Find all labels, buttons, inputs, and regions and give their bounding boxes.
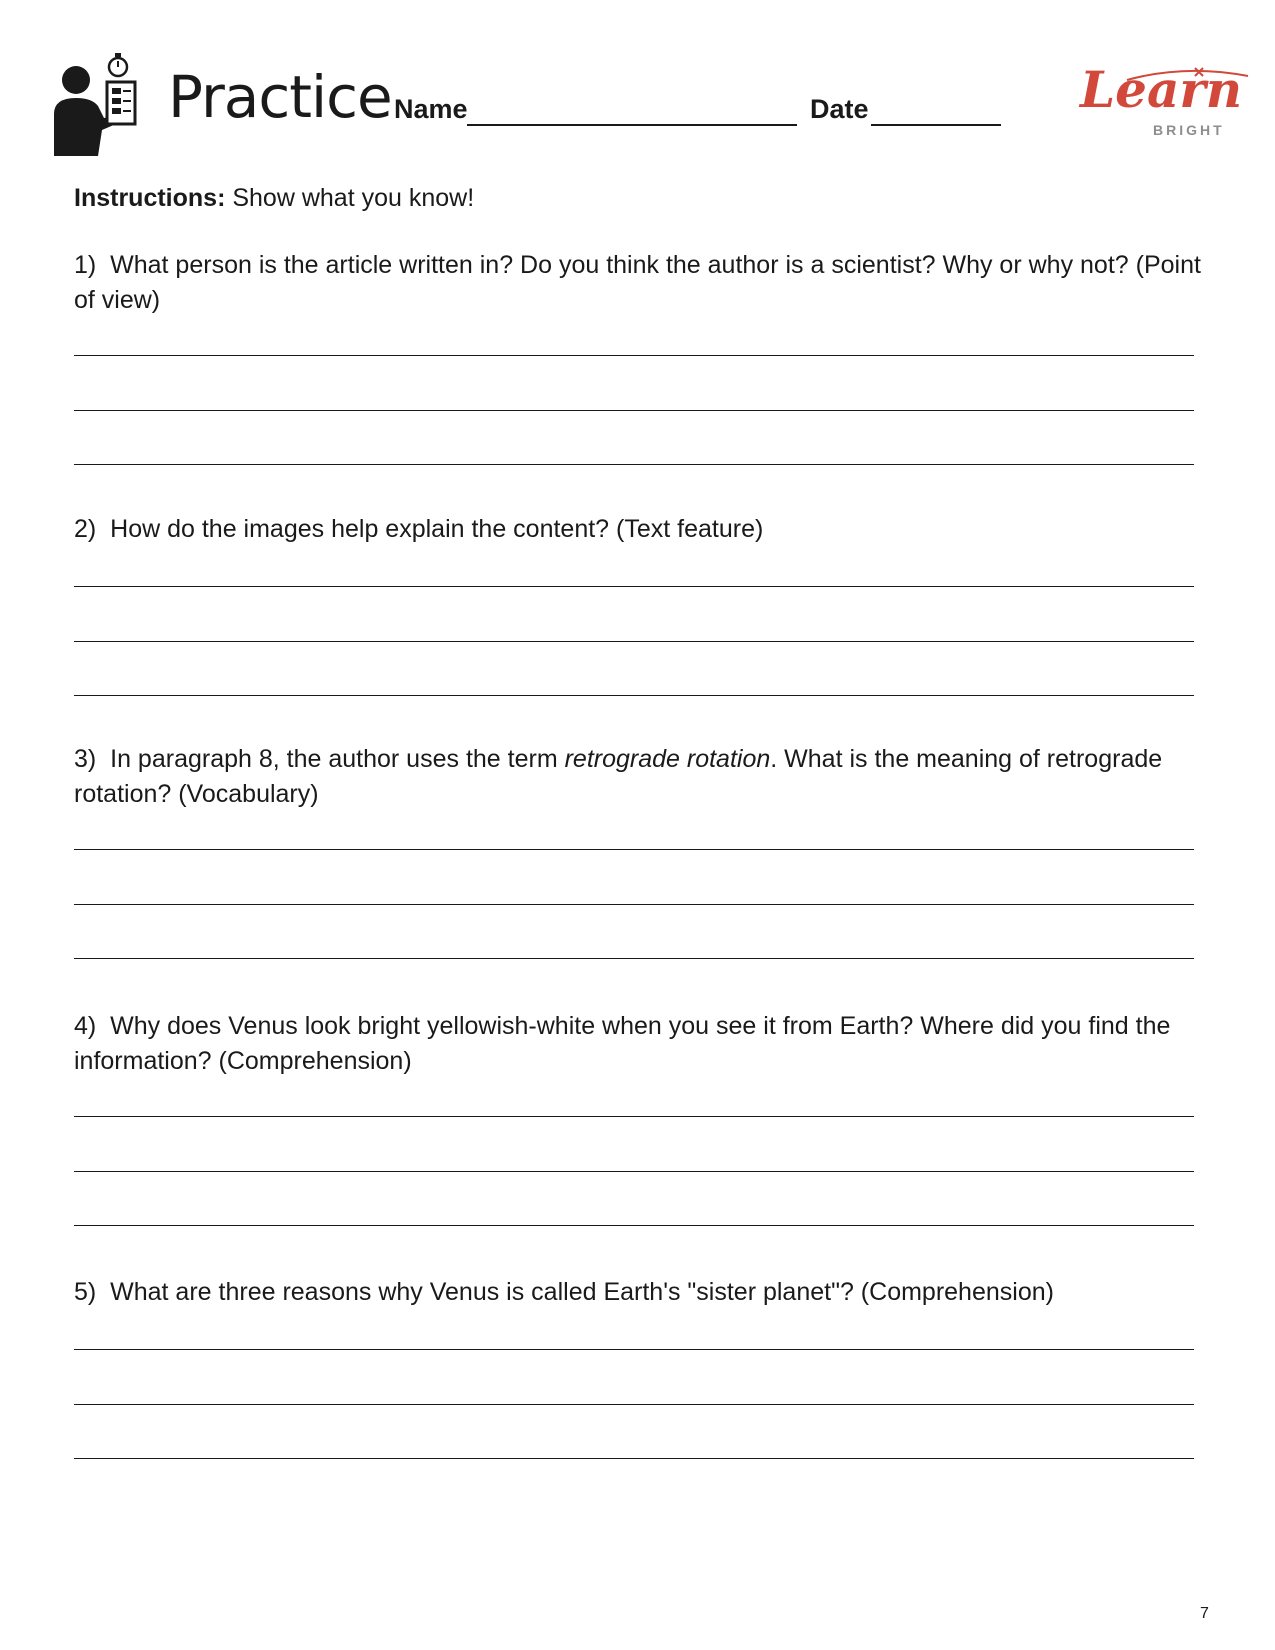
question-4 <box>74 1009 1204 1079</box>
answer-line[interactable] <box>74 1171 1194 1172</box>
question-3 <box>74 742 1204 812</box>
question-2 <box>74 512 1204 547</box>
answer-line[interactable] <box>74 464 1194 465</box>
question-text: How do the images help explain the content? (Text feature) <box>110 515 764 543</box>
answer-line[interactable] <box>74 355 1194 356</box>
question-text-after: . What is the meaning of retrograde rotation? (Vocabulary) <box>74 745 1163 808</box>
answer-line[interactable] <box>74 586 1194 587</box>
answer-line[interactable] <box>74 1458 1194 1459</box>
name-field[interactable] <box>467 124 797 126</box>
name-label: Name <box>394 94 468 124</box>
question-1 <box>74 248 1204 318</box>
answer-line[interactable] <box>74 849 1194 850</box>
answer-line[interactable] <box>74 1116 1194 1117</box>
page-title: Practice <box>168 63 392 131</box>
instructions <box>74 180 474 216</box>
question-number: 2) <box>74 515 97 543</box>
question-text: What are three reasons why Venus is called Earth's "sister planet"? (Comprehension) <box>110 1278 1054 1306</box>
page-number: 7 <box>1200 1605 1209 1622</box>
question-term: retrograde rotation <box>564 745 771 773</box>
answer-line[interactable] <box>74 695 1194 696</box>
date-label: Date <box>810 94 869 124</box>
answer-line[interactable] <box>74 904 1194 905</box>
question-number: 1) <box>74 251 97 279</box>
answer-line[interactable] <box>74 1349 1194 1350</box>
question-number: 5) <box>74 1278 97 1306</box>
question-number: 4) <box>74 1012 97 1040</box>
question-text: What person is the article written in? Do you think the author is a scientist? Why or why not? (Point of view) <box>74 251 1201 314</box>
answer-line[interactable] <box>74 1404 1194 1405</box>
logo-subtitle: BRIGHT <box>1153 122 1225 138</box>
answer-line[interactable] <box>74 410 1194 411</box>
question-number: 3) <box>74 745 97 773</box>
question-text-before: In paragraph 8, the author uses the term <box>110 745 565 773</box>
answer-line[interactable] <box>74 641 1194 642</box>
question-5 <box>74 1275 1204 1310</box>
date-field[interactable] <box>871 124 1001 126</box>
answer-line[interactable] <box>74 958 1194 959</box>
logo-word: Learn <box>1080 60 1243 119</box>
instructions-text: Show what you know! <box>225 184 475 212</box>
question-text: Why does Venus look bright yellowish-white when you see it from Earth? Where did you find the information? (Comprehension) <box>74 1012 1171 1075</box>
page-header <box>0 0 1275 170</box>
learn-bright-logo <box>1080 60 1250 140</box>
answer-line[interactable] <box>74 1225 1194 1226</box>
practice-student-icon <box>52 48 152 156</box>
instructions-label: Instructions: <box>74 184 226 212</box>
